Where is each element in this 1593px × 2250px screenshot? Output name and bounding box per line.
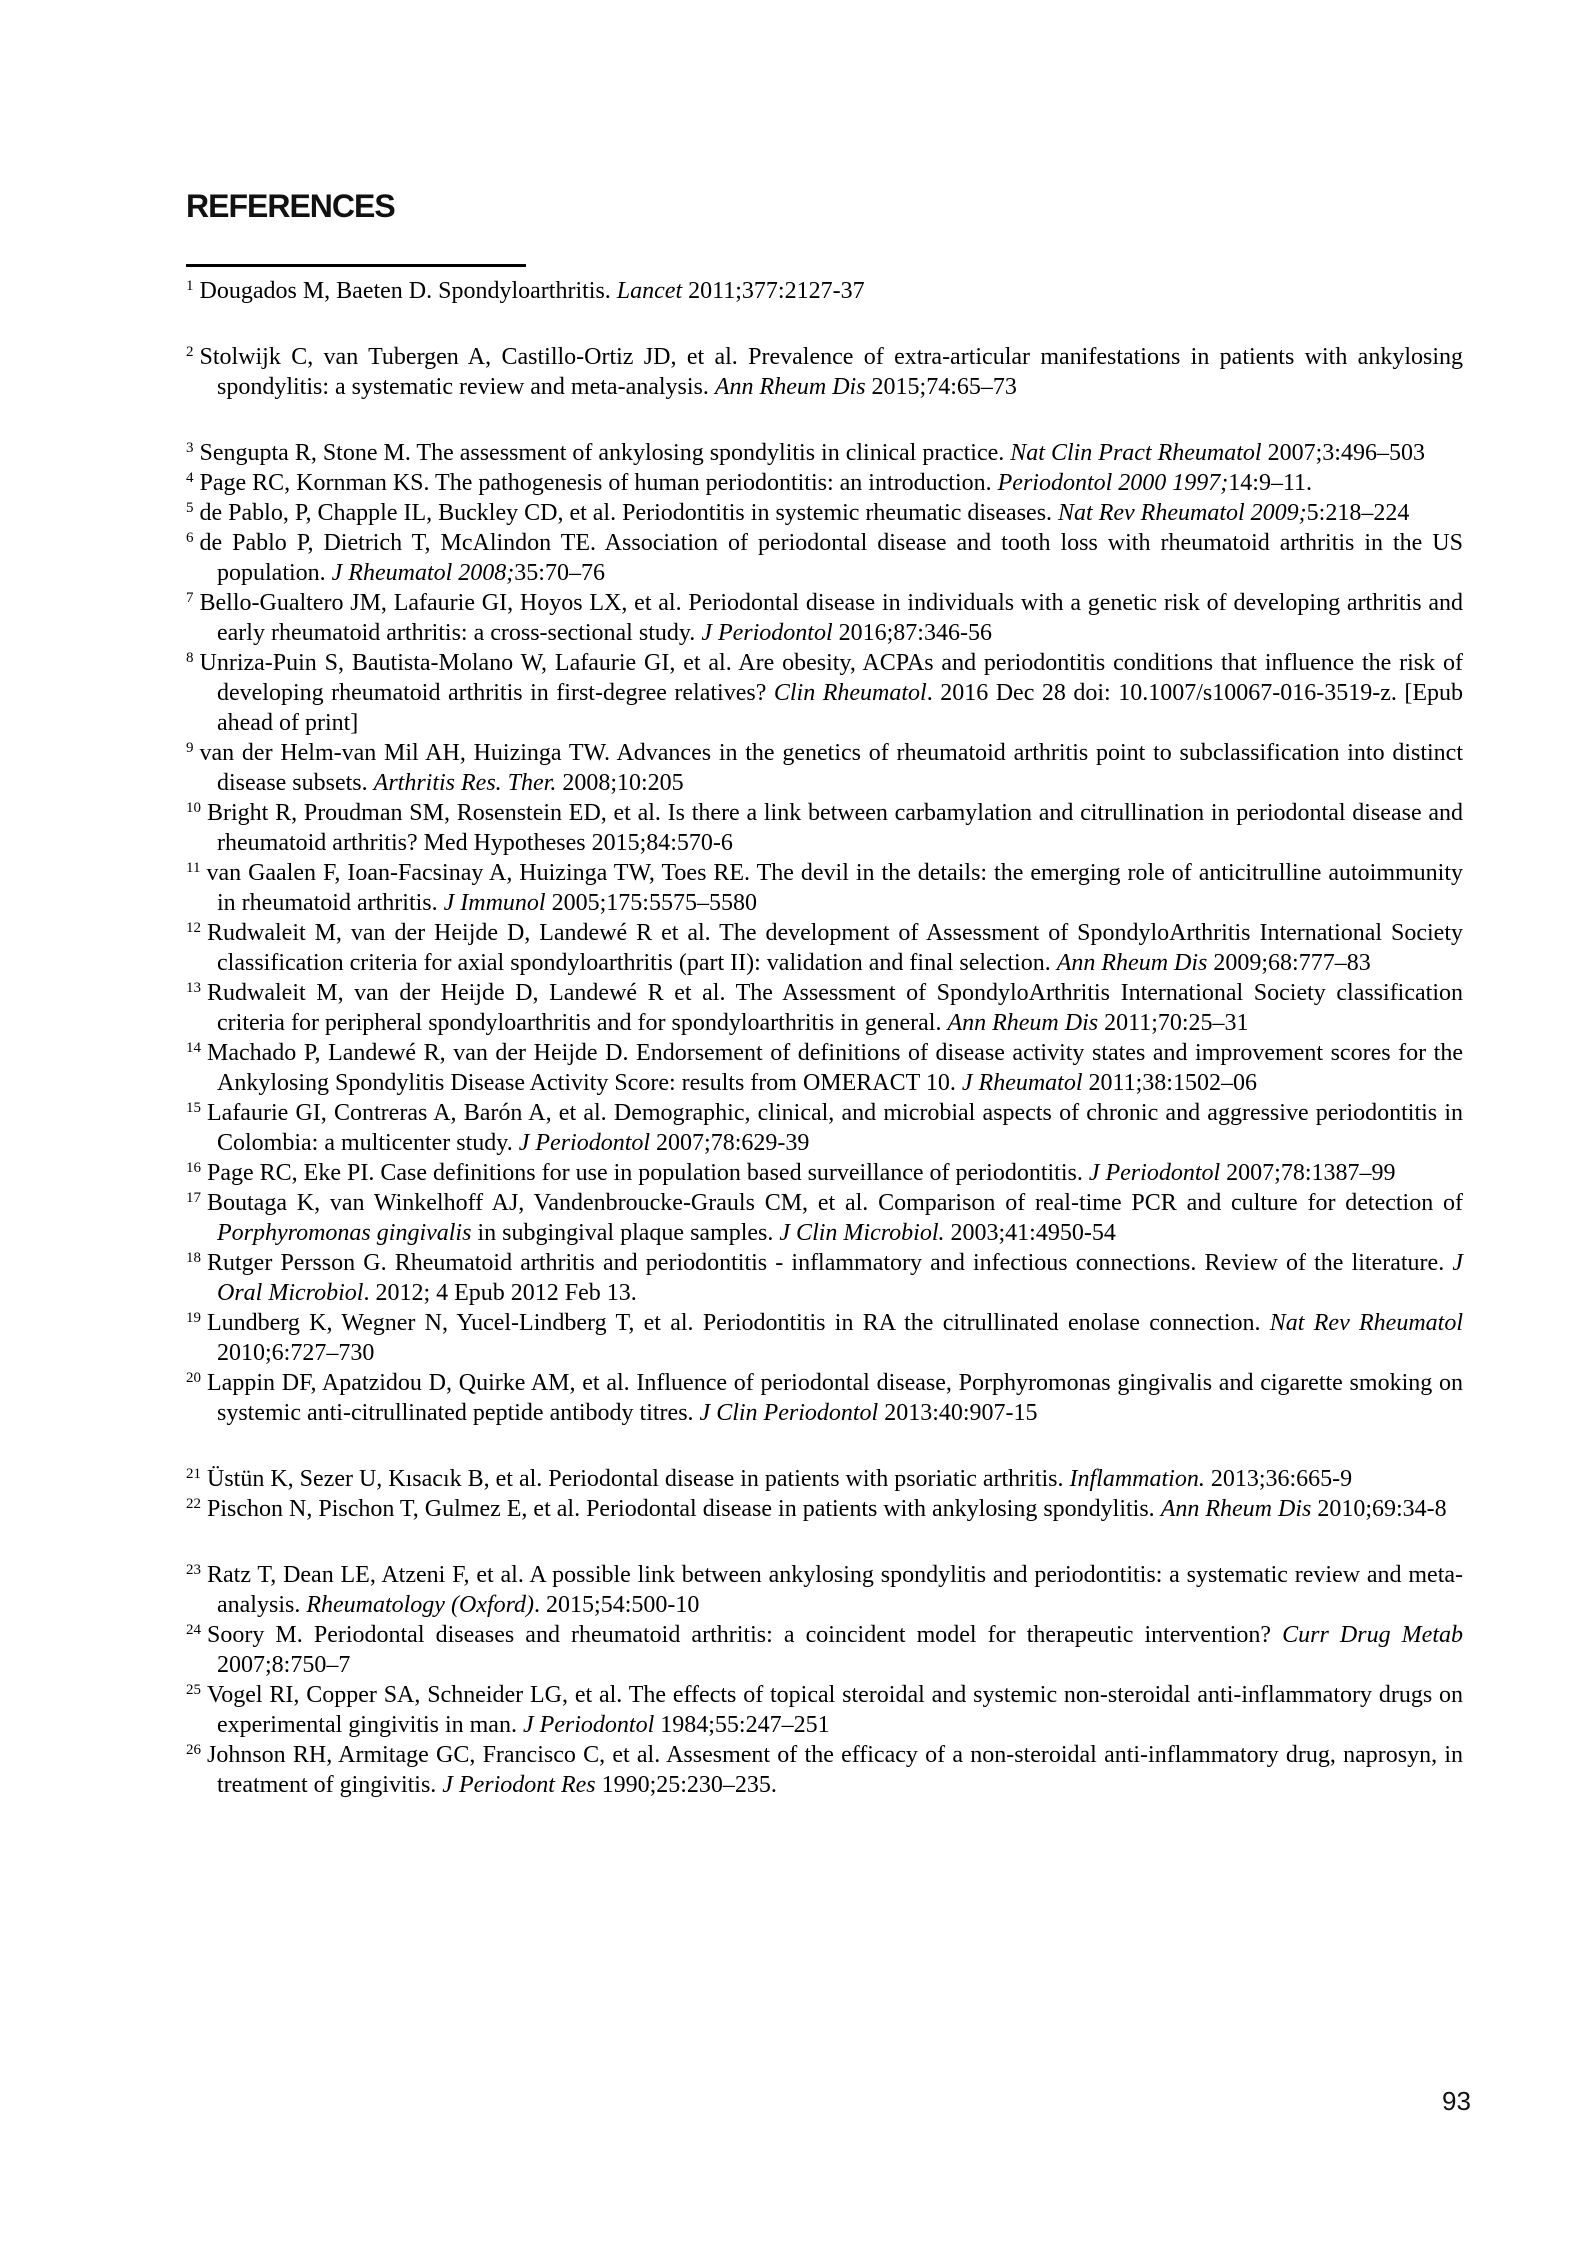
reference-text: Rudwaleit M, van der Heijde D, Landewé R et al. The Assessment of SpondyloArthritis International Society classification criteria for peripheral spondyloarthritis and for spondyloarthritis in general. bbox=[207, 980, 1463, 1036]
reference-text: Bello-Gualtero JM, Lafaurie GI, Hoyos LX, et al. Periodontal disease in individuals with a genetic risk of developing arthritis and early rheumatoid arthritis: a cross-sectional study. bbox=[199, 590, 1463, 646]
reference-text: de Pablo, P, Chapple IL, Buckley CD, et al. Periodontitis in systemic rheumatic diseases. bbox=[199, 500, 1059, 526]
reference-text: 5:218–224 bbox=[1306, 500, 1410, 526]
reference-item: 18 Rutger Persson G. Rheumatoid arthritis and periodontitis - inflammatory and infectious connections. Review of the literature. J Oral Microbiol. 2012; 4 Epub 2012 Feb 13. bbox=[186, 1250, 1463, 1306]
reference-text: Rudwaleit M, van der Heijde D, Landewé R et al. The development of Assessment of SpondyloArthritis International Society classification criteria for axial spondyloarthritis (part II): validation and final selection. bbox=[207, 920, 1463, 976]
reference-journal-text: J Immunol bbox=[443, 890, 546, 916]
reference-text: . 2012; 4 Epub 2012 Feb 13. bbox=[363, 1280, 637, 1306]
reference-text: Bright R, Proudman SM, Rosenstein ED, et al. Is there a link between carbamylation and citrullination in periodontal disease and rheumatoid arthritis? Med Hypotheses 2015;84:570-6 bbox=[207, 800, 1463, 856]
reference-text: 35:70–76 bbox=[514, 560, 605, 586]
reference-journal-text: J Periodontol bbox=[1088, 1160, 1221, 1186]
reference-journal-text: Nat Rev Rheumatol 2009; bbox=[1058, 500, 1307, 526]
reference-text: 1990;25:230–235. bbox=[595, 1772, 777, 1798]
reference-journal-text: J Rheumatol 2008; bbox=[331, 560, 515, 586]
reference-text: . 2016 Dec 28 doi: 10.1007/s10067-016-3519-z. [Epub ahead of print] bbox=[217, 680, 1464, 736]
reference-text: Üstün K, Sezer U, Kısacık B, et al. Periodontal disease in patients with psoriatic arthritis. bbox=[207, 1466, 1070, 1492]
footnote-separator-line bbox=[186, 264, 526, 267]
reference-text: 2016;87:346-56 bbox=[832, 620, 992, 646]
reference-item: 20 Lappin DF, Apatzidou D, Quirke AM, et al. Influence of periodontal disease, Porphyromonas gingivalis and cigarette smoking on systemic anti-citrullinated peptide antibody titres. J Clin Periodontol 2013:40:907-15 bbox=[186, 1370, 1463, 1426]
reference-journal-text: Lancet bbox=[616, 278, 683, 304]
reference-item: 26 Johnson RH, Armitage GC, Francisco C, et al. Assesment of the efficacy of a non-steroidal anti-inflammatory drug, naprosyn, in treatment of gingivitis. J Periodont Res 1990;25:230–235. bbox=[186, 1742, 1463, 1798]
reference-item: 17 Boutaga K, van Winkelhoff AJ, Vandenbroucke-Grauls CM, et al. Comparison of real-time PCR and culture for detection of Porphyromonas gingivalis in subgingival plaque samples. J Clin Microbiol. 2003;41:4950-54 bbox=[186, 1190, 1463, 1246]
reference-item: 25 Vogel RI, Copper SA, Schneider LG, et al. The effects of topical steroidal and systemic non-steroidal anti-inflammatory drugs on experimental gingivitis in man. J Periodontol 1984;55:247–251 bbox=[186, 1682, 1463, 1738]
reference-text: Lundberg K, Wegner N, Yucel-Lindberg T, et al. Periodontitis in RA the citrullinated enolase connection. bbox=[207, 1310, 1270, 1336]
reference-journal-text: Nat Clin Pract Rheumatol bbox=[1010, 440, 1262, 466]
reference-item: 23 Ratz T, Dean LE, Atzeni F, et al. A possible link between ankylosing spondylitis and periodontitis: a systematic review and meta-analysis. Rheumatology (Oxford). 2015;54:500-10 bbox=[186, 1562, 1463, 1618]
reference-item: 5 de Pablo, P, Chapple IL, Buckley CD, et al. Periodontitis in systemic rheumatic diseases. Nat Rev Rheumatol 2009;5:218–224 bbox=[186, 500, 1410, 526]
reference-journal-text: Ann Rheum Dis bbox=[947, 1010, 1099, 1036]
reference-journal-text: Nat Rev Rheumatol bbox=[1269, 1310, 1464, 1336]
reference-journal-text: J Oral Microbiol bbox=[217, 1250, 1463, 1306]
reference-journal-text: J Rheumatol bbox=[961, 1070, 1083, 1096]
reference-text: Sengupta R, Stone M. The assessment of ankylosing spondylitis in clinical practice. bbox=[199, 440, 1011, 466]
reference-text: 2011;38:1502–06 bbox=[1082, 1070, 1257, 1096]
reference-text: Pischon N, Pischon T, Gulmez E, et al. Periodontal disease in patients with ankylosing spondylitis. bbox=[207, 1496, 1161, 1522]
reference-item: 2 Stolwijk C, van Tubergen A, Castillo-Ortiz JD, et al. Prevalence of extra-articular manifestations in patients with ankylosing spondylitis: a systematic review and meta-analysis. Ann Rheum Dis 2015;74:65–73 bbox=[186, 344, 1463, 400]
reference-item: 12 Rudwaleit M, van der Heijde D, Landewé R et al. The development of Assessment of SpondyloArthritis International Society classification criteria for axial spondyloarthritis (part II): validation and final selection. Ann Rheum Dis 2009;68:777–83 bbox=[186, 920, 1463, 976]
page-title: REFERENCES bbox=[186, 188, 395, 224]
references-list bbox=[186, 276, 1463, 1800]
reference-text: Lappin DF, Apatzidou D, Quirke AM, et al. Influence of periodontal disease, Porphyromonas gingivalis and cigarette smoking on systemic anti-citrullinated peptide antibody titres. bbox=[207, 1370, 1463, 1426]
reference-journal-text: J Periodont Res bbox=[442, 1772, 596, 1798]
reference-text: 2011;70:25–31 bbox=[1098, 1010, 1249, 1036]
reference-journal-text: J Clin Microbiol. bbox=[779, 1220, 945, 1246]
reference-text: Boutaga K, van Winkelhoff AJ, Vandenbroucke-Grauls CM, et al. Comparison of real-time PCR and culture for detection of bbox=[207, 1190, 1463, 1216]
reference-item: 6 de Pablo P, Dietrich T, McAlindon TE. Association of periodontal disease and tooth loss with rheumatoid arthritis in the US population. J Rheumatol 2008;35:70–76 bbox=[186, 530, 1463, 586]
reference-text: 2010;69:34-8 bbox=[1311, 1496, 1447, 1522]
reference-text: 2010;6:727–730 bbox=[217, 1340, 375, 1366]
reference-text: 2011;377:2127-37 bbox=[682, 278, 865, 304]
reference-item: 10 Bright R, Proudman SM, Rosenstein ED, et al. Is there a link between carbamylation and citrullination in periodontal disease and rheumatoid arthritis? Med Hypotheses 2015;84:570-6 bbox=[186, 800, 1463, 856]
reference-journal-text: J Periodontol bbox=[518, 1130, 651, 1156]
reference-journal-text: Ann Rheum Dis bbox=[1160, 1496, 1312, 1522]
reference-text: Rutger Persson G. Rheumatoid arthritis and periodontitis - inflammatory and infectious connections. Review of the literature. bbox=[207, 1250, 1453, 1276]
reference-text: 2013;36:665-9 bbox=[1204, 1466, 1353, 1492]
reference-text: Johnson RH, Armitage GC, Francisco C, et al. Assesment of the efficacy of a non-steroidal anti-inflammatory drug, naprosyn, in treatment of gingivitis. bbox=[207, 1742, 1463, 1798]
reference-text: Vogel RI, Copper SA, Schneider LG, et al. The effects of topical steroidal and systemic non-steroidal anti-inflammatory drugs on experimental gingivitis in man. bbox=[207, 1682, 1463, 1738]
reference-item: 19 Lundberg K, Wegner N, Yucel-Lindberg T, et al. Periodontitis in RA the citrullinated enolase connection. Nat Rev Rheumatol 2010;6:727–730 bbox=[186, 1310, 1464, 1366]
reference-text: 2007;8:750–7 bbox=[217, 1652, 351, 1678]
reference-item: 15 Lafaurie GI, Contreras A, Barón A, et al. Demographic, clinical, and microbial aspects of chronic and aggressive periodontitis in Colombia: a multicenter study. J Periodontol 2007;78:629-39 bbox=[186, 1100, 1463, 1156]
reference-journal-text: Inflammation. bbox=[1069, 1466, 1205, 1492]
reference-text: Dougados M, Baeten D. Spondyloarthritis. bbox=[199, 278, 617, 304]
reference-text: Page RC, Eke PI. Case definitions for use in population based surveillance of periodontitis. bbox=[207, 1160, 1089, 1186]
reference-text: Unriza-Puin S, Bautista-Molano W, Lafaurie GI, et al. Are obesity, ACPAs and periodontitis conditions that influence the risk of developing rheumatoid arthritis in first-degree relatives? bbox=[199, 650, 1463, 706]
reference-item: 13 Rudwaleit M, van der Heijde D, Landewé R et al. The Assessment of SpondyloArthritis International Society classification criteria for peripheral spondyloarthritis and for spondyloarthritis in general. Ann Rheum Dis 2011;70:25–31 bbox=[186, 980, 1463, 1036]
reference-text: Soory M. Periodontal diseases and rheumatoid arthritis: a coincident model for therapeutic intervention? bbox=[207, 1622, 1283, 1648]
page-number: 93 bbox=[1442, 2086, 1471, 2116]
reference-text: 2008;10:205 bbox=[556, 770, 684, 796]
reference-text: de Pablo P, Dietrich T, McAlindon TE. Association of periodontal disease and tooth loss with rheumatoid arthritis in the US population. bbox=[199, 530, 1463, 586]
reference-text: 2007;78:629-39 bbox=[650, 1130, 810, 1156]
reference-item: 24 Soory M. Periodontal diseases and rheumatoid arthritis: a coincident model for therapeutic intervention? Curr Drug Metab 2007;8:750–7 bbox=[186, 1622, 1463, 1678]
reference-journal-text: Curr Drug Metab bbox=[1282, 1622, 1463, 1648]
reference-item: 4 Page RC, Kornman KS. The pathogenesis of human periodontitis: an introduction. Periodontol 2000 1997;14:9–11. bbox=[186, 470, 1313, 496]
reference-item: 11 van Gaalen F, Ioan-Facsinay A, Huizinga TW, Toes RE. The devil in the details: the emerging role of anticitrulline autoimmunity in rheumatoid arthritis. J Immunol 2005;175:5575–5580 bbox=[186, 860, 1463, 916]
reference-text: 2009;68:777–83 bbox=[1207, 950, 1371, 976]
reference-journal-text: Clin Rheumatol bbox=[773, 680, 927, 706]
reference-item: 14 Machado P, Landewé R, van der Heijde D. Endorsement of definitions of disease activity states and improvement scores for the Ankylosing Spondylitis Disease Activity Score: results from OMERACT 10. J Rheumatol 2011;38:1502–06 bbox=[186, 1040, 1463, 1096]
reference-text: 2005;175:5575–5580 bbox=[545, 890, 757, 916]
reference-journal-text: Porphyromonas gingivalis bbox=[217, 1220, 472, 1246]
reference-journal-text: J Periodontol bbox=[701, 620, 833, 646]
reference-item: 7 Bello-Gualtero JM, Lafaurie GI, Hoyos LX, et al. Periodontal disease in individuals with a genetic risk of developing arthritis and early rheumatoid arthritis: a cross-sectional study. J Periodontol 2016;87:346-56 bbox=[186, 590, 1463, 646]
reference-journal-text: Periodontol 2000 1997; bbox=[997, 470, 1229, 496]
reference-journal-text: J Periodontol bbox=[522, 1712, 655, 1738]
reference-item: 9 van der Helm-van Mil AH, Huizinga TW. Advances in the genetics of rheumatoid arthritis point to subclassification into distinct disease subsets. Arthritis Res. Ther. 2008;10:205 bbox=[186, 740, 1463, 796]
reference-journal-text: Arthritis Res. Ther. bbox=[373, 770, 557, 796]
reference-item: 8 Unriza-Puin S, Bautista-Molano W, Lafaurie GI, et al. Are obesity, ACPAs and periodontitis conditions that influence the risk of developing rheumatoid arthritis in first-degree relatives? Clin Rheumatol. 2016 Dec 28 doi: 10.1007/s10067-016-3519-z. [Epub ahead of print] bbox=[186, 650, 1464, 736]
reference-text: 2015;74:65–73 bbox=[865, 374, 1017, 400]
reference-text: van der Helm-van Mil AH, Huizinga TW. Advances in the genetics of rheumatoid arthritis point to subclassification into distinct disease subsets. bbox=[199, 740, 1463, 796]
reference-item: 1 Dougados M, Baeten D. Spondyloarthritis. Lancet 2011;377:2127-37 bbox=[186, 278, 865, 304]
reference-journal-text: Rheumatology (Oxford) bbox=[306, 1592, 535, 1618]
reference-text: Machado P, Landewé R, van der Heijde D. Endorsement of definitions of disease activity states and improvement scores for the Ankylosing Spondylitis Disease Activity Score: results from OMERACT 10. bbox=[207, 1040, 1463, 1096]
reference-item: 3 Sengupta R, Stone M. The assessment of ankylosing spondylitis in clinical practice. Nat Clin Pract Rheumatol 2007;3:496–503 bbox=[186, 440, 1425, 466]
reference-text: 1984;55:247–251 bbox=[654, 1712, 830, 1738]
reference-text: Stolwijk C, van Tubergen A, Castillo-Ortiz JD, et al. Prevalence of extra-articular manifestations in patients with ankylosing spondylitis: a systematic review and meta-analysis. bbox=[199, 344, 1463, 400]
reference-text: Page RC, Kornman KS. The pathogenesis of human periodontitis: an introduction. bbox=[199, 470, 998, 496]
reference-journal-text: Ann Rheum Dis bbox=[1056, 950, 1208, 976]
reference-text: 2013:40:907-15 bbox=[878, 1400, 1038, 1426]
reference-text: Lafaurie GI, Contreras A, Barón A, et al. Demographic, clinical, and microbial aspects of chronic and aggressive periodontitis in Colombia: a multicenter study. bbox=[207, 1100, 1463, 1156]
reference-text: van Gaalen F, Ioan-Facsinay A, Huizinga TW, Toes RE. The devil in the details: the emerging role of anticitrulline autoimmunity in rheumatoid arthritis. bbox=[206, 860, 1463, 916]
reference-item: 22 Pischon N, Pischon T, Gulmez E, et al. Periodontal disease in patients with ankylosing spondylitis. Ann Rheum Dis 2010;69:34-8 bbox=[186, 1496, 1447, 1522]
reference-journal-text: Ann Rheum Dis bbox=[714, 374, 866, 400]
reference-text: 2007;78:1387–99 bbox=[1220, 1160, 1396, 1186]
reference-text: . 2015;54:500-10 bbox=[534, 1592, 700, 1618]
reference-text: 14:9–11. bbox=[1228, 470, 1313, 496]
reference-text: in subgingival plaque samples. bbox=[471, 1220, 780, 1246]
reference-journal-text: J Clin Periodontol bbox=[699, 1400, 879, 1426]
reference-text: 2007;3:496–503 bbox=[1261, 440, 1425, 466]
reference-item: 21 Üstün K, Sezer U, Kısacık B, et al. Periodontal disease in patients with psoriatic arthritis. Inflammation. 2013;36:665-9 bbox=[186, 1466, 1353, 1492]
reference-text: 2003;41:4950-54 bbox=[944, 1220, 1116, 1246]
reference-text: Ratz T, Dean LE, Atzeni F, et al. A possible link between ankylosing spondylitis and periodontitis: a systematic review and meta-analysis. bbox=[207, 1562, 1463, 1618]
reference-item: 16 Page RC, Eke PI. Case definitions for use in population based surveillance of periodontitis. J Periodontol 2007;78:1387–99 bbox=[186, 1160, 1396, 1186]
